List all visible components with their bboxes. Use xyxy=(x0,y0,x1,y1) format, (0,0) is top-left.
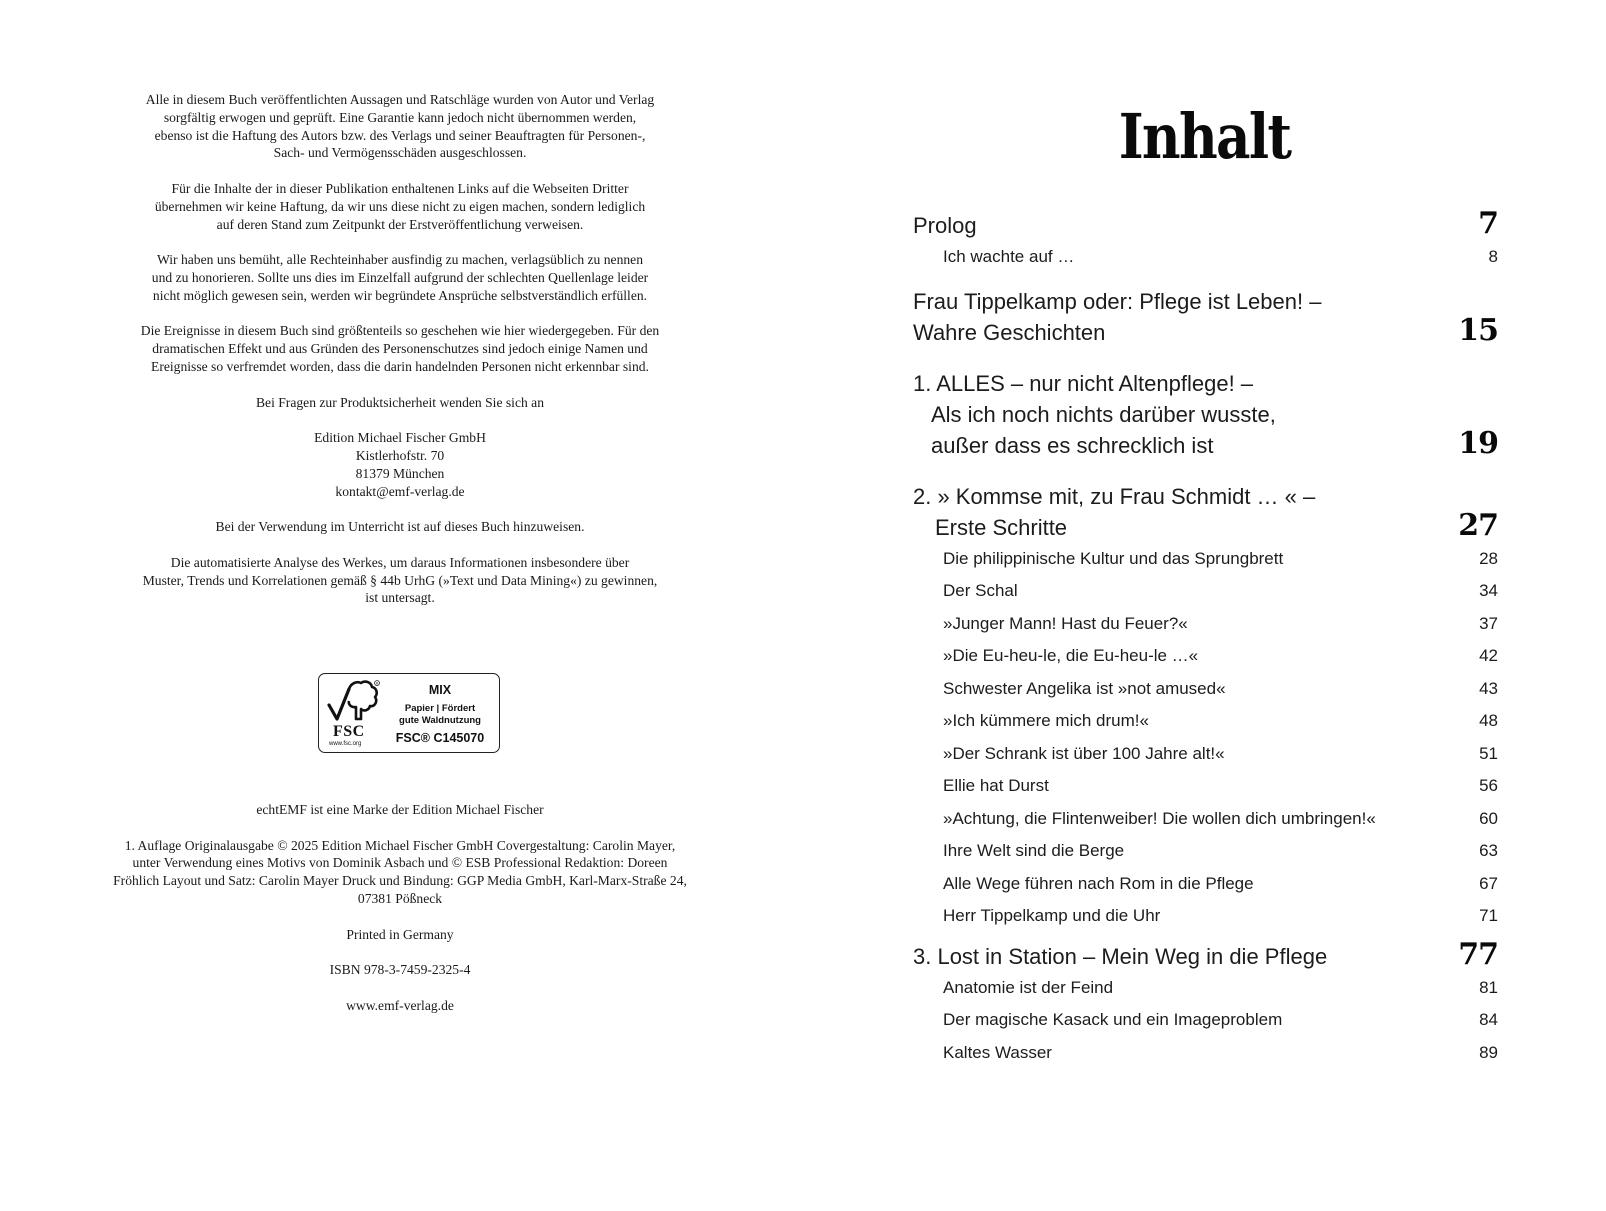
section-title: »Der Schrank ist über 100 Jahre alt!« xyxy=(943,743,1225,763)
section-page-number: 81 xyxy=(1479,977,1498,997)
chapter-title-line: Frau Tippelkamp oder: Pflege ist Leben! – xyxy=(913,288,1322,314)
section-title: Ellie hat Durst xyxy=(943,776,1049,795)
toc-section[interactable] xyxy=(913,1037,1498,1070)
toc-section[interactable] xyxy=(913,770,1498,803)
chapter-title-line: außer dass es schrecklich ist xyxy=(931,432,1214,458)
section-page-number: 37 xyxy=(1479,613,1498,633)
toc-section[interactable] xyxy=(913,868,1498,901)
chapter-title-line: Wahre Geschichten xyxy=(913,319,1106,345)
chapter-title-line: 1. ALLES – nur nicht Altenpflege! – xyxy=(913,370,1254,396)
toc-section[interactable] xyxy=(913,835,1498,868)
section-title: Ich wachte auf … xyxy=(943,247,1075,266)
section-page-number: 34 xyxy=(1479,581,1498,600)
svg-text:R: R xyxy=(375,681,379,686)
chapter-page-number: 27 xyxy=(1458,507,1498,543)
chapter-title xyxy=(913,941,1327,972)
printed-in xyxy=(110,926,690,944)
table-of-contents xyxy=(913,208,1498,1069)
section-title: Anatomie ist der Feind xyxy=(943,977,1114,997)
toc-section[interactable] xyxy=(913,640,1498,673)
text-line: Bei der Verwendung im Unterricht ist auf dieses Buch hinzuweisen. xyxy=(215,519,585,535)
text-line: dramatischen Effekt und aus Gründen des Personenschutzes sind jedoch einige Namen und xyxy=(152,341,648,357)
toc-section[interactable] xyxy=(913,738,1498,771)
section-page-number: 42 xyxy=(1479,646,1498,665)
cover-design: Covergestaltung: Carolin Mayer, unter Verwendung eines Motivs von Dominik Asbach und xyxy=(132,837,676,871)
toc-chapter[interactable] xyxy=(913,208,1498,241)
toc-section[interactable] xyxy=(913,575,1498,608)
fsc-desc-line: Papier | Fördert xyxy=(404,703,476,714)
chapter-page-number: 19 xyxy=(1458,425,1498,461)
classroom-use-paragraph xyxy=(110,518,690,536)
text-line: Muster, Trends und Korrelationen gemäß § 44b UrhG (»Text und Data Mining«) zu gewinnen, xyxy=(142,572,658,588)
text-line: nicht möglich gewesen sein, werden wir begründete Ansprüche selbstverständlich erfüllen. xyxy=(152,287,648,303)
chapter-title xyxy=(913,286,1321,348)
section-title: Die philippinische Kultur und das Sprungbrett xyxy=(943,548,1284,568)
text-line: ist untersagt. xyxy=(365,590,435,606)
disclaimer-paragraph xyxy=(110,91,690,162)
publisher-city: 81379 München xyxy=(355,465,445,481)
text-line: Die automatisierte Analyse des Werkes, um daraus Informationen insbesondere über xyxy=(170,554,630,570)
section-page-number: 84 xyxy=(1479,1010,1498,1029)
publisher-name: Edition Michael Fischer GmbH xyxy=(314,430,486,446)
fsc-label xyxy=(318,673,500,753)
text-line: und zu honorieren. Sollte uns dies im Einzelfall aufgrund der schlechten Quellenlage leider xyxy=(151,269,649,285)
toc-section[interactable] xyxy=(913,673,1498,706)
printing-credit: Druck und Bindung: GGP Media GmbH, Karl-Marx-Straße 24, 07381 Pößneck xyxy=(341,873,687,906)
section-page-number: 67 xyxy=(1479,873,1498,893)
section-title: »Ich kümmere mich drum!« xyxy=(943,711,1149,730)
publisher-email: kontakt@emf-verlag.de xyxy=(335,483,465,499)
text-line: ISBN 978-3-7459-2325-4 xyxy=(329,962,471,978)
isbn xyxy=(110,961,690,979)
chapter-title xyxy=(913,481,1315,543)
brand-paragraph xyxy=(110,801,690,819)
toc-chapter[interactable] xyxy=(913,286,1498,348)
toc-section[interactable] xyxy=(913,705,1498,738)
chapter-title-line: Prolog xyxy=(913,213,977,238)
toc-chapter[interactable] xyxy=(913,368,1498,461)
chapter-title xyxy=(913,210,977,241)
text-line: übernehmen wir keine Haftung, da wir uns diese nicht zu eigen machen, sondern lediglich xyxy=(154,198,646,214)
section-page-number: 71 xyxy=(1479,906,1498,925)
imprint-credits xyxy=(110,801,690,1032)
original-edition: Originalausgabe xyxy=(184,837,274,853)
fsc-mix: MIX xyxy=(428,683,452,697)
section-page-number: 8 xyxy=(1488,247,1498,266)
editor: Redaktion: Doreen Fröhlich xyxy=(113,855,668,889)
text-line: www.emf-verlag.de xyxy=(346,997,454,1013)
fsc-code: FSC® C145070 xyxy=(395,731,485,745)
section-page-number: 56 xyxy=(1479,776,1498,795)
fsc-tree-checkmark-icon xyxy=(327,679,381,725)
toc-section[interactable] xyxy=(913,543,1498,576)
section-title: Der magische Kasack und ein Imageproblem xyxy=(943,1010,1283,1029)
fsc-description xyxy=(385,703,495,726)
section-page-number: 28 xyxy=(1479,548,1498,568)
credits-paragraph xyxy=(110,837,690,908)
section-page-number: 51 xyxy=(1479,743,1498,763)
section-title: Ihre Welt sind die Berge xyxy=(943,841,1125,860)
text-line: auf deren Stand zum Zeitpunkt der Erstveröffentlichung verweisen. xyxy=(216,216,584,232)
cover-copyright: © ESB Professional xyxy=(451,855,561,871)
publisher-street: Kistlerhofstr. 70 xyxy=(355,447,445,463)
chapter-title-line: 2. » Kommse mit, zu Frau Schmidt … « – xyxy=(913,483,1316,509)
section-page-number: 63 xyxy=(1479,841,1498,860)
toc-section[interactable] xyxy=(913,972,1498,1005)
section-title: Schwester Angelika ist »not amused« xyxy=(943,678,1226,698)
chapter-page-number: 77 xyxy=(1458,936,1498,972)
text-line: echtEMF ist eine Marke der Edition Michael Fischer xyxy=(256,802,544,817)
section-title: Alle Wege führen nach Rom in die Pflege xyxy=(943,873,1254,893)
fsc-text xyxy=(385,682,495,746)
text-line: Für die Inhalte der in dieser Publikation enthaltenen Links auf die Webseiten Dritter xyxy=(171,180,629,196)
chapter-title-line: 3. Lost in Station – Mein Weg in die Pflege xyxy=(913,943,1328,969)
edition: 1. Auflage xyxy=(124,837,182,853)
section-title: Kaltes Wasser xyxy=(943,1042,1052,1062)
section-title: Herr Tippelkamp und die Uhr xyxy=(943,906,1161,925)
section-page-number: 48 xyxy=(1479,711,1498,730)
publisher-website xyxy=(110,997,690,1015)
toc-section[interactable] xyxy=(913,241,1498,274)
text-line: Bei Fragen zur Produktsicherheit wenden Sie sich an xyxy=(255,394,545,410)
links-disclaimer-paragraph xyxy=(110,180,690,233)
text-line: Alle in diesem Buch veröffentlichten Aussagen und Ratschläge wurden von Autor und Verlag xyxy=(145,92,655,107)
fsc-wordmark: FSC xyxy=(333,723,365,740)
text-line: Sach- und Vermögensschäden ausgeschlossen. xyxy=(273,145,527,161)
section-page-number: 60 xyxy=(1479,808,1498,828)
chapter-page-number: 7 xyxy=(1478,206,1498,241)
section-title: »Junger Mann! Hast du Feuer?« xyxy=(943,613,1188,633)
text-line: Wir haben uns bemüht, alle Rechteinhaber ausfindig zu machen, verlagsüblich zu nennen xyxy=(156,252,644,268)
events-paragraph xyxy=(110,322,690,375)
toc-section[interactable] xyxy=(913,1004,1498,1037)
toc-title: Inhalt xyxy=(1118,100,1291,173)
publisher-address xyxy=(110,429,690,500)
chapter-title xyxy=(913,368,1276,461)
section-page-number: 43 xyxy=(1479,678,1498,698)
product-safety-paragraph xyxy=(110,394,690,412)
text-line: Die Ereignisse in diesem Buch sind größtenteils so geschehen wie hier wiedergegeben. Für den xyxy=(140,323,660,339)
chapter-page-number: 15 xyxy=(1458,312,1498,348)
section-page-number: 89 xyxy=(1479,1042,1498,1062)
text-line: Ereignisse so verfremdet worden, dass die darin handelnden Personen nicht erkennbar sind. xyxy=(151,358,649,374)
toc-section[interactable] xyxy=(913,608,1498,641)
toc-chapter[interactable] xyxy=(913,936,1498,972)
fsc-url: www.fsc.org xyxy=(329,741,362,747)
chapter-title-line: Erste Schritte xyxy=(935,514,1068,540)
rights-holders-paragraph xyxy=(110,251,690,304)
fsc-desc-line: gute Waldnutzung xyxy=(399,714,481,726)
copyright: © 2025 Edition Michael Fischer GmbH xyxy=(277,837,494,853)
section-title: »Achtung, die Flintenweiber! Die wollen dich umbringen!« xyxy=(943,808,1376,828)
text-line: ebenso ist die Haftung des Autors bzw. des Verlags und seiner Beauftragten für Personen-, xyxy=(154,127,646,143)
section-title: Der Schal xyxy=(943,581,1018,600)
text-line: sorgfältig erwogen und geprüft. Eine Garantie kann jedoch nicht übernommen werden, xyxy=(163,109,637,125)
imprint-text xyxy=(110,91,690,625)
layout-credit: Layout und Satz: Carolin Mayer xyxy=(162,873,339,889)
text-data-mining-paragraph xyxy=(110,554,690,607)
chapter-title-line: Als ich noch nichts darüber wusste, xyxy=(931,401,1276,427)
toc-chapter[interactable] xyxy=(913,481,1498,543)
section-title: »Die Eu-heu-le, die Eu-heu-le …« xyxy=(943,646,1199,665)
text-line: Printed in Germany xyxy=(346,926,454,942)
toc-section[interactable] xyxy=(913,900,1498,933)
fsc-logo xyxy=(325,679,381,749)
toc-section[interactable] xyxy=(913,803,1498,836)
